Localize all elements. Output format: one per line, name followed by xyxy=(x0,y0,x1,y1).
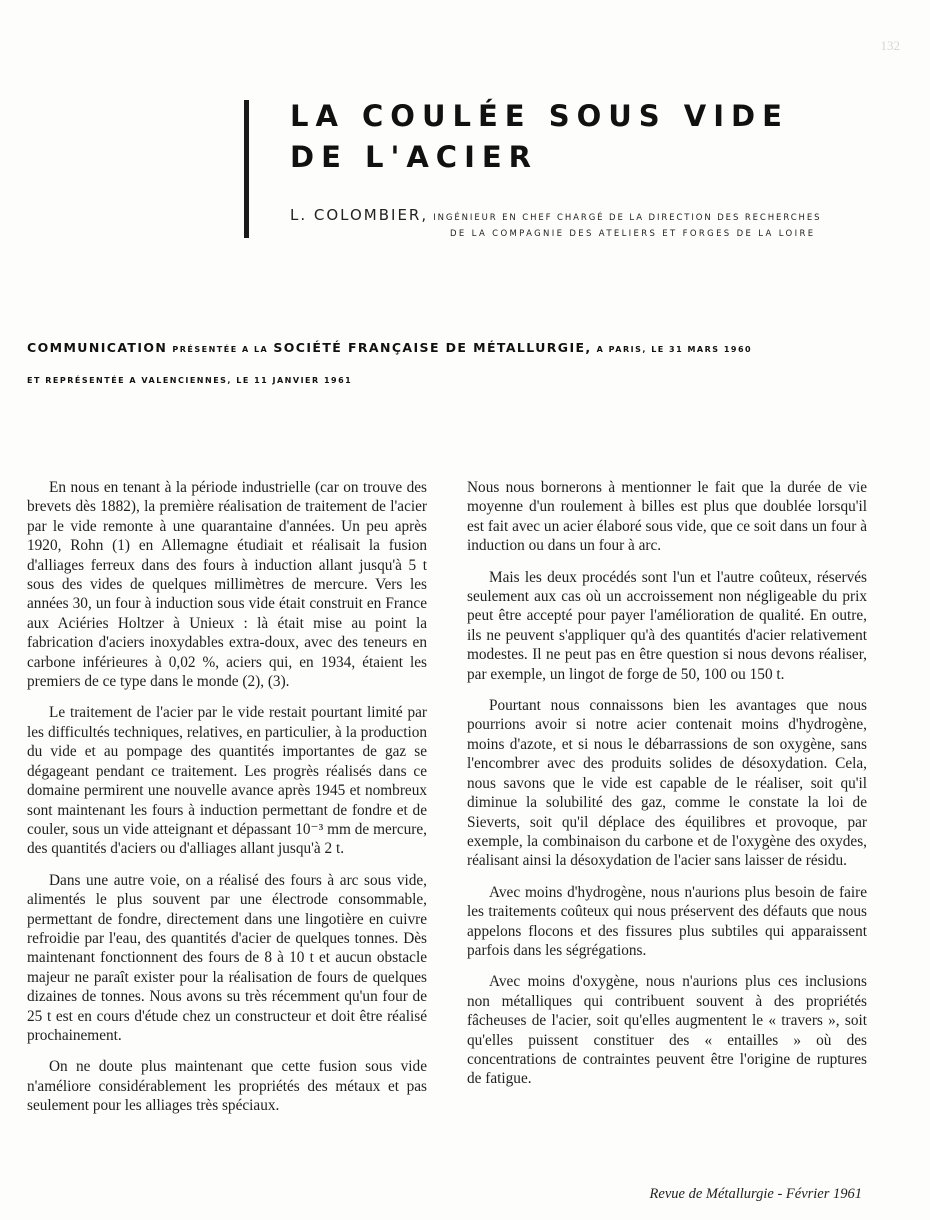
affiliation-line-2: DE LA COMPAGNIE DES ATELIERS ET FORGES DE LA LOIRE xyxy=(450,229,816,239)
paragraph: Dans une autre voie, on a réalisé des fours à arc sous vide, alimentés le plus souvent par une électrode consommable, permettant de fondre, directement dans une lingotière en cuivre refroidie par l'eau, des quantités d'acier de quelques tonnes. Dès maintenant fonctionnent des fours de 8 à 10 t et aucun obstacle majeur ne paraît exister pour la réalisation de fours de quelques dizaines de tonnes. Nous avons su très récemment qu'un four de 25 t est en cours d'étude chez un constructeur et doit être réalisé prochainement. xyxy=(27,871,427,1044)
affiliation-line-1: INGÉNIEUR EN CHEF CHARGÉ DE LA DIRECTION DES RECHERCHES xyxy=(433,213,822,223)
journal-footer: Revue de Métallurgie - Février 1961 xyxy=(649,1186,862,1202)
paragraph: Avec moins d'hydrogène, nous n'aurions plus besoin de faire les traitements coûteux qui nous préservent des défauts que nous appelons flocons et des fissures plus subtiles qui apparaissent parfois dans les ségrégations. xyxy=(467,883,867,959)
comm-societe: SOCIÉTÉ FRANÇAISE DE MÉTALLURGIE, xyxy=(273,340,592,355)
title-line-1: LA COULÉE SOUS VIDE xyxy=(290,99,789,133)
comm-presentee: PRÉSENTÉE A LA xyxy=(172,345,269,354)
author-block xyxy=(290,205,870,239)
page-number: 132 xyxy=(880,38,900,53)
title-line-2: DE L'ACIER xyxy=(290,140,538,174)
article-title xyxy=(290,96,789,178)
paragraph: Pourtant nous connaissons bien les avantages que nous pourrions avoir si notre acier contenait moins d'hydrogène, moins d'azote, et si nous le débarrassions de son oxygène, sans l'encombrer avec des produits solides de désoxydation. Cela, nous savons que le vide est capable de le réaliser, soit qu'il diminue la solubilité des gaz, comme le constate la loi de Sieverts, soit qu'il déplace des équilibres et provoque, par exemple, la combinaison du carbone et de l'oxygène des oxydes, réalisant ainsi la désoxydation de l'acier sans laisser de résidu. xyxy=(467,697,867,870)
paragraph: Le traitement de l'acier par le vide restait pourtant limité par les difficultés techniques, relatives, en particulier, à la production du vide et au pompage des quantités importantes de gaz se dégageant pendant ce traitement. Les progrès réalisés dans ce domaine permirent une nouvelle avance après 1945 et nombreux sont maintenant les fours à induction permettant de fondre et de couler, sous un vide atteignant et dépassant 10⁻³ mm de mercure, des quantités d'aciers ou d'alliages allant jusqu'à 2 t. xyxy=(27,704,427,858)
paragraph: En nous en tenant à la période industrielle (car on trouve des brevets dès 1882), la première réalisation de traitement de l'acier par le vide remonte à une quarantaine d'années. Un peu après 1920, Rohn (1) en Allemagne étudiait et réalisait la fusion d'alliages ferreux dans des fours à induction allant jusqu'à 5 t sous des vides de quelques millimètres de mercure. Vers les années 30, un four à induction sous vide était construit en France aux Aciéries Holtzer à Unieux : là était mise au point la fabrication d'aciers inoxydables extra-doux, avec des teneurs en carbone inférieures à 0,02 %, aciers qui, en 1934, étaient les premiers de ce type dans le monde (2), (3). xyxy=(27,479,427,691)
paragraph: Nous nous bornerons à mentionner le fait que la durée de vie moyenne d'un roulement à billes est plus que doublée lorsqu'il est fait avec un acier élaboré sous vide, que ce soit dans un four à induction ou dans un four à arc. xyxy=(467,479,867,555)
paragraph: On ne doute plus maintenant que cette fusion sous vide n'améliore considérablement les propriétés des métaux et pas seulement pour les alliages très spéciaux. xyxy=(27,1058,427,1115)
comm-line-2: ET REPRÉSENTÉE A VALENCIENNES, LE 11 JANVIER 1961 xyxy=(27,376,353,385)
comm-word-communication: COMMUNICATION xyxy=(27,340,168,355)
title-rule xyxy=(244,100,249,238)
author-name: L. COLOMBIER, xyxy=(290,206,429,224)
paragraph: Avec moins d'oxygène, nous n'aurions plus ces inclusions non métalliques qui contribuent souvent à des propriétés fâcheuses de l'acier, soit qu'elles augmentent le « travers », soit qu'elles puissent constituer des « entailles » où des concentrations de contraintes peuvent être l'origine de ruptures de fatigue. xyxy=(467,973,867,1088)
communication-note xyxy=(27,333,907,395)
comm-date: A PARIS, LE 31 MARS 1960 xyxy=(596,345,753,354)
right-column xyxy=(467,478,867,1101)
left-column xyxy=(27,478,427,1128)
paragraph: Mais les deux procédés sont l'un et l'autre coûteux, réservés seulement aux cas où un accroissement non négligeable du prix peut être accepté pour payer l'amélioration de qualité. En outre, ils ne peuvent s'appliquer qu'à des quantités d'acier relativement modestes. Il ne peut pas en être question si nous devons réaliser, par exemple, un lingot de forge de 50, 100 ou 150 t. xyxy=(467,568,867,683)
